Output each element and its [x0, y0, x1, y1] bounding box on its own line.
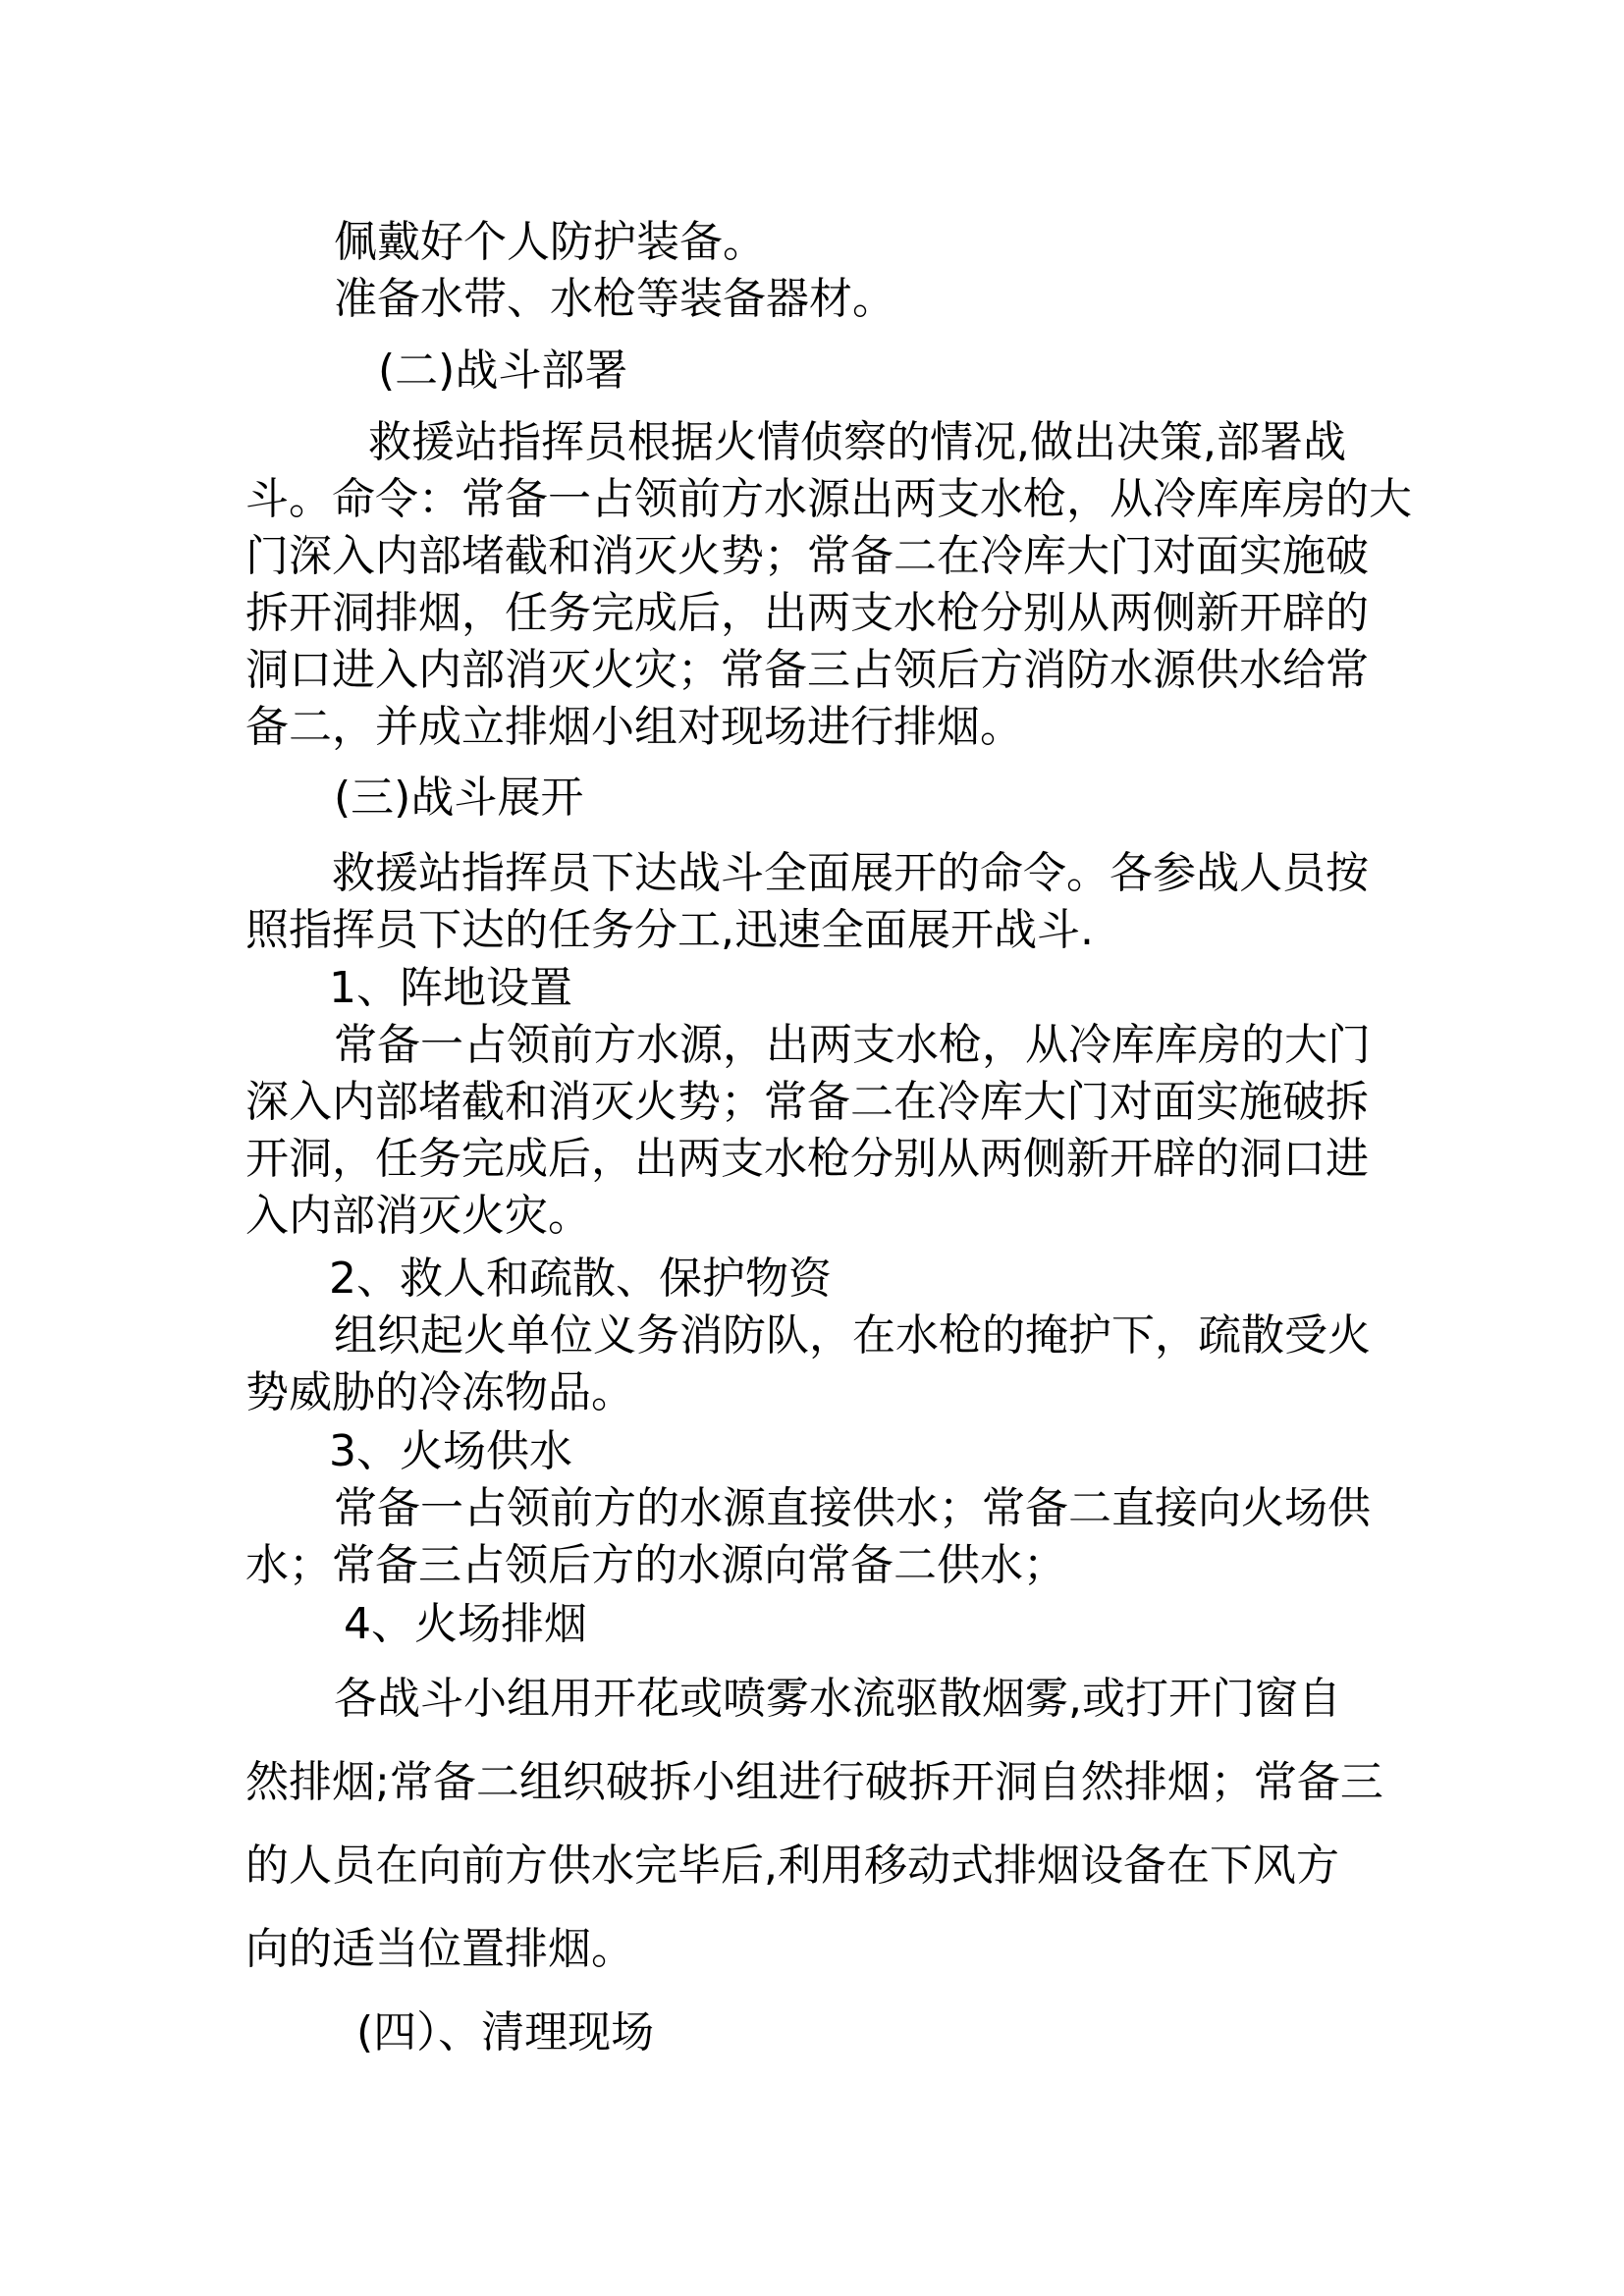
paragraph-block [245, 1423, 1384, 1480]
text-line: 门深入内部堵截和消灭火势；常备二在冷库大门对面实施破 [245, 531, 1369, 581]
heading-block [245, 2004, 1384, 2061]
text-line: (二)战斗部署 [378, 346, 628, 396]
paragraph-block [245, 960, 1384, 1017]
text-line: 的人员在向前方供水完毕后,利用移动式排烟设备在下风方 [245, 1841, 1339, 1891]
text-line: 常备一占领前方的水源直接供水；常备二直接向火场供 [334, 1483, 1371, 1533]
text-line: 准备水带、水枪等装备器材。 [334, 274, 895, 324]
text-line: 救援站指挥员根据火情侦察的情况,做出决策,部署战 [368, 417, 1346, 467]
paragraph-block [245, 1480, 1384, 1594]
text-line: 向的适当位置排烟。 [245, 1924, 634, 1974]
paragraph-block [245, 845, 1384, 959]
text-line: 斗。命令：常备一占领前方水源出两支水枪，从冷库库房的大 [245, 474, 1412, 524]
heading-block [245, 343, 1384, 400]
text-column [245, 214, 1412, 2061]
text-line: 4、火场排烟 [344, 1599, 587, 1649]
text-line: 各战斗小组用开花或喷雾水流驱散烟雾,或打开门窗自 [334, 1674, 1341, 1724]
text-line: (四）、清理现场 [356, 2007, 655, 2057]
text-line: 佩戴好个人防护装备。 [334, 217, 766, 267]
paragraph-block [245, 1657, 1384, 1991]
text-line: 拆开洞排烟，任务完成后，出两支水枪分别从两侧新开辟的 [245, 588, 1369, 638]
text-line: 救援站指挥员下达战斗全面展开的命令。各参战人员按 [332, 848, 1369, 898]
text-line: 深入内部堵截和消灭火势；常备二在冷库大门对面实施破拆 [245, 1077, 1369, 1127]
paragraph-block [245, 214, 1384, 271]
paragraph-block [245, 1017, 1384, 1245]
text-line: 照指挥员下达的任务分工,迅速全面展开战斗. [245, 905, 1094, 955]
paragraph-block [245, 271, 1384, 328]
text-line: 洞口进入内部消灭火灾；常备三占领后方消防水源供水给常 [245, 645, 1369, 695]
paragraph-block [245, 414, 1412, 756]
text-line: 然排烟;常备二组织破拆小组进行破拆开洞自然排烟；常备三 [245, 1757, 1383, 1807]
text-line: (三)战斗展开 [334, 773, 584, 823]
text-line: 势威胁的冷冻物品。 [245, 1367, 634, 1417]
text-line: 3、火场供水 [329, 1426, 572, 1476]
paragraph-block [245, 1251, 1384, 1308]
text-line: 组织起火单位义务消防队，在水枪的掩护下，疏散受火 [334, 1310, 1371, 1361]
text-line: 开洞，任务完成后，出两支水枪分别从两侧新开辟的洞口进 [245, 1134, 1369, 1184]
text-line: 备二，并成立排烟小组对现场进行排烟。 [245, 702, 1023, 752]
paragraph-block [245, 1308, 1384, 1421]
text-line: 入内部消灭火灾。 [245, 1191, 591, 1241]
paragraph-block [245, 1596, 1384, 1653]
text-line: 常备一占领前方水源，出两支水枪，从冷库库房的大门 [334, 1020, 1371, 1070]
text-line: 2、救人和疏散、保护物资 [329, 1254, 832, 1304]
text-line: 水；常备三占领后方的水源向常备二供水； [245, 1540, 1066, 1590]
text-line: 1、阵地设置 [329, 963, 572, 1013]
heading-block [245, 770, 1384, 827]
